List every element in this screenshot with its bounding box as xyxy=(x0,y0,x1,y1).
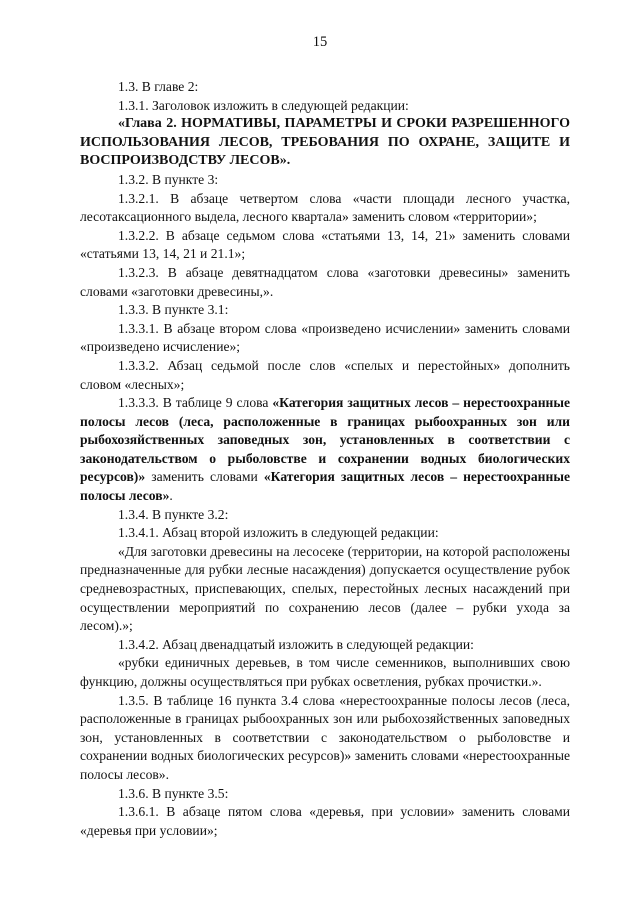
text-run: 1.3.3.3. В таблице 9 слова xyxy=(118,395,273,411)
quoted-paragraph: «рубки единичных деревьев, в том числе семенников, выполнивших свою функцию, должны осуществляться при рубках осветления, рубках прочистки.». xyxy=(80,655,570,689)
paragraph-1-3-3-1: 1.3.3.1. В абзаце втором слова «произведено исчислении» заменить словами «произведено исчисление»; xyxy=(80,320,570,355)
paragraph-1-3-2-2: 1.3.2.2. В абзаце седьмом слова «статьями 13, 14, 21» заменить словами «статьями 13, 14, 21 и 21.1»; xyxy=(80,227,570,262)
bold-text-run: «Категория защитных лесов – нерестоохранные полосы лесов» xyxy=(80,469,570,504)
paragraph-1-3-3: 1.3.3. В пункте 3.1: xyxy=(118,302,229,318)
paragraph-1-3-4-2: 1.3.4.2. Абзац двенадцатый изложить в следующей редакции: xyxy=(118,636,474,652)
quoted-paragraph: «Для заготовки древесины на лесосеке (территории, на которой расположены предназначенные для рубки лесные насаждения) допускается осуществление рубок средневозрастных, приспевающих, спелых, перестойных лесных насаждений при осуществлении мероприятий по сохранению лесов (далее – рубки ухода за лесом).»; xyxy=(80,543,570,634)
bold-text-run: «Категория защитных лесов – нерестоохранные полосы лесов (леса, расположенные в границах рыбоохранных зон или рыбохозяйственных заповедных зон, установленных в соответствии с законодательством о рыболовстве и сохранении водных биологических ресурсов)» xyxy=(80,395,571,485)
document-body xyxy=(80,78,570,840)
text-run: заменить словами xyxy=(145,469,264,485)
paragraph-1-3-1: 1.3.1. Заголовок изложить в следующей редакции: xyxy=(118,97,409,113)
paragraph-1-3-2: 1.3.2. В пункте 3: xyxy=(118,171,219,187)
text-run: . xyxy=(169,488,173,504)
paragraph-1-3: 1.3. В главе 2: xyxy=(118,79,199,94)
page-number: 15 xyxy=(312,34,328,50)
paragraph-1-3-6: 1.3.6. В пункте 3.5: xyxy=(118,785,229,801)
paragraph-1-3-5: 1.3.5. В таблице 16 пункта 3.4 слова «нерестоохранные полосы лесов (леса, расположенные в границах рыбоохранных зон или рыбохозяйственных заповедных зон, установленных в соответствии с законодательством о рыболовстве и сохранении водных биологических ресурсов)» заменить словами «нерестоохранные полосы лесов». xyxy=(80,692,570,782)
chapter-title: «Глава 2. НОРМАТИВЫ, ПАРАМЕТРЫ И СРОКИ РАЗРЕШЕННОГО ИСПОЛЬЗОВАНИЯ ЛЕСОВ, ТРЕБОВАНИЯ ПО ОХРАНЕ, ЗАЩИТЕ И ВОСПРОИЗВОДСТВУ ЛЕСОВ». xyxy=(80,116,570,169)
paragraph-1-3-4: 1.3.4. В пункте 3.2: xyxy=(118,506,229,522)
paragraph-1-3-6-1: 1.3.6.1. В абзаце пятом слова «деревья, при условии» заменить словами «деревья при условии»; xyxy=(80,804,570,838)
paragraph-1-3-3-3 xyxy=(80,394,570,506)
paragraph-1-3-2-1: 1.3.2.1. В абзаце четвертом слова «части площади лесного участка, лесотаксационного выдела, лесного квартала» заменить словом «территории»; xyxy=(80,190,570,225)
paragraph-1-3-2-3: 1.3.2.3. В абзаце девятнадцатом слова «заготовки древесины» заменить словами «заготовки древесины,». xyxy=(80,264,570,299)
paragraph-1-3-3-2: 1.3.3.2. Абзац седьмой после слов «спелых и перестойных» дополнить словом «лесных»; xyxy=(80,357,570,392)
paragraph-1-3-4-1: 1.3.4.1. Абзац второй изложить в следующей редакции: xyxy=(118,525,439,541)
